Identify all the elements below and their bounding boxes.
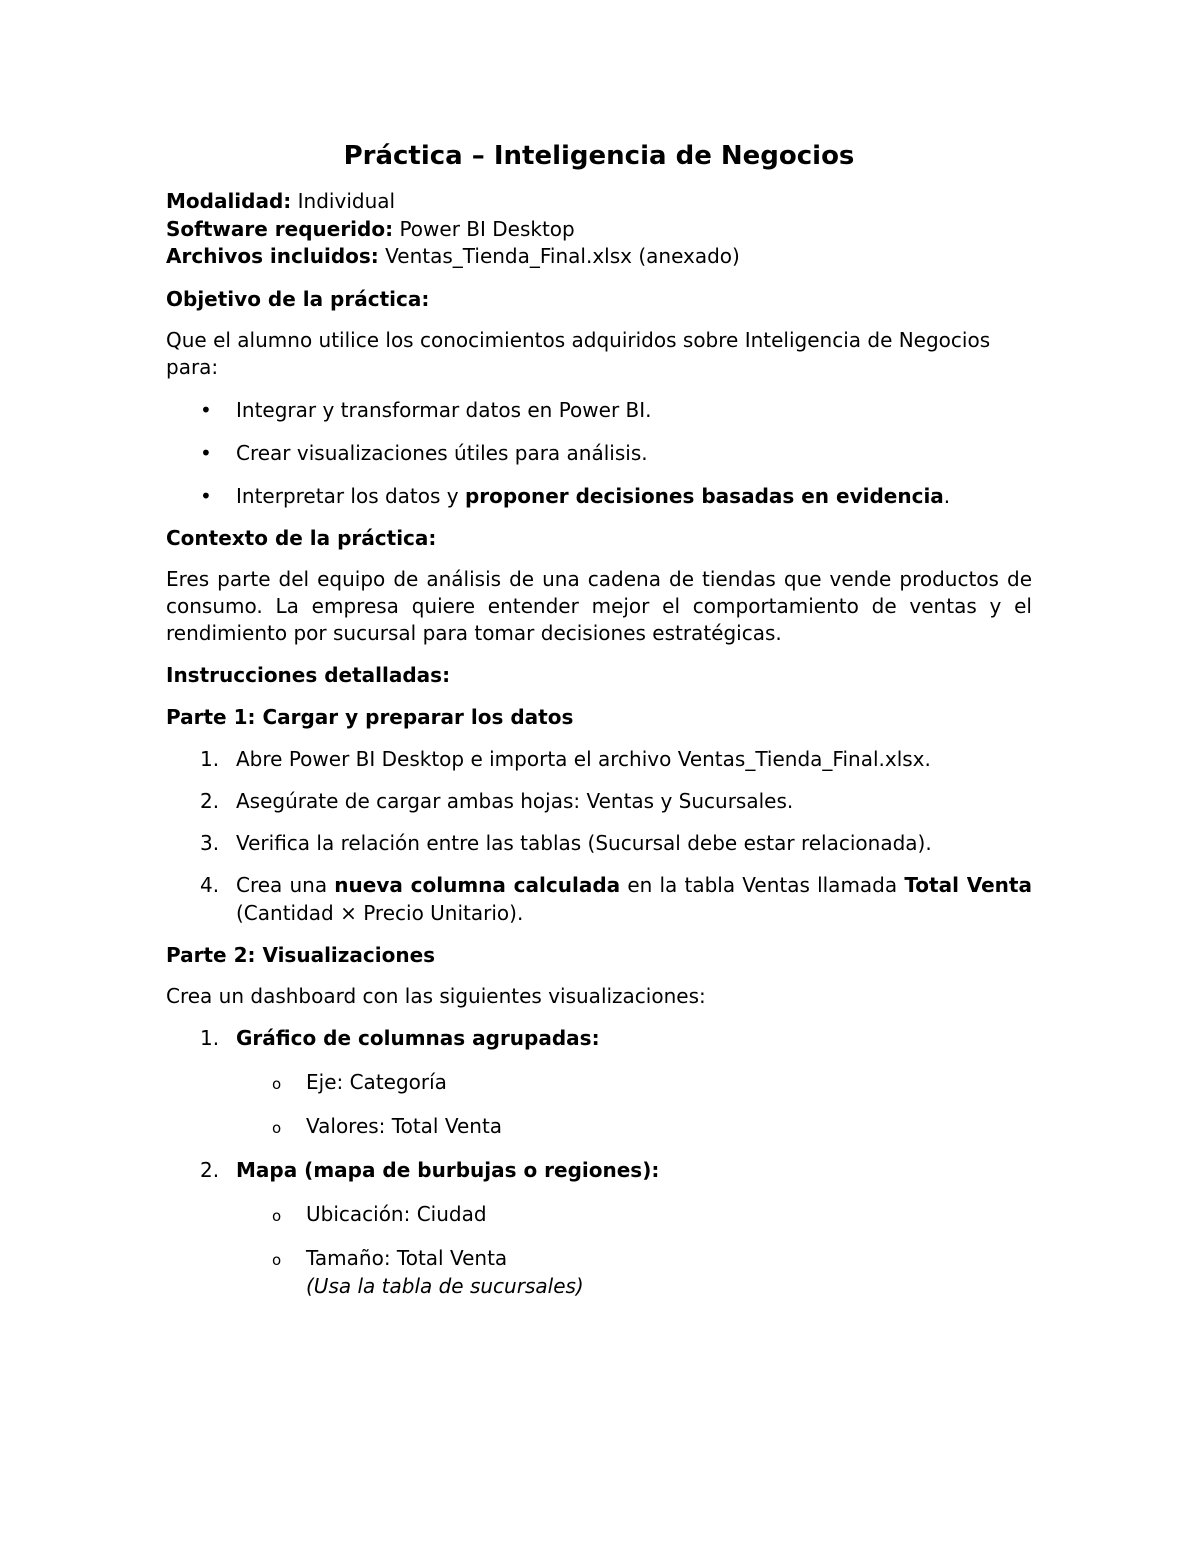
step-item (166, 745, 1032, 773)
archivos-value: Ventas_Tienda_Final.xlsx (anexado) (378, 244, 740, 268)
circle-bullet-icon: o (272, 1118, 282, 1137)
contexto-heading: Contexto de la práctica: (166, 525, 437, 550)
visualization-1-details (166, 1068, 1032, 1140)
step-text: Verifica la relación entre las tablas (Sucursal debe estar relacionada). (236, 830, 932, 855)
step-emphasis: nueva columna calculada (334, 872, 621, 897)
list-item-text: Integrar y transformar datos en Power BI. (236, 397, 652, 422)
step-text: Crea una (236, 872, 335, 897)
sub-item (166, 1244, 1032, 1300)
parte2-intro: Crea un dashboard con las siguientes visualizaciones: (166, 983, 706, 1008)
modalidad-line (166, 188, 1032, 216)
software-value: Power BI Desktop (393, 216, 575, 241)
software-line (166, 216, 1032, 244)
step-item (166, 787, 1032, 815)
list-item (166, 396, 1032, 424)
step-item (166, 829, 1032, 857)
sub-item-text: Eje: Categoría (306, 1069, 447, 1094)
visualization-title: Gráfico de columnas agrupadas: (236, 1025, 600, 1050)
objetivo-list (166, 396, 1032, 510)
step-item (166, 871, 1032, 927)
visualization-title: Mapa (mapa de burbujas o regiones): (236, 1157, 660, 1182)
step-text: Asegúrate de cargar ambas hojas: Ventas y Sucursales. (236, 788, 794, 813)
list-item-emphasis: proponer decisiones basadas en evidencia (464, 483, 944, 508)
list-item (166, 482, 1032, 510)
document-body (166, 138, 1032, 1300)
modalidad-value: Individual (291, 189, 396, 213)
bullet-icon: • (200, 440, 212, 465)
parte1-heading: Parte 1: Cargar y preparar los datos (166, 704, 574, 729)
parte2-visualizations (166, 1024, 1032, 1052)
bullet-icon: • (200, 483, 212, 508)
sub-item (166, 1112, 1032, 1140)
sub-item-text: Tamaño: Total Venta (306, 1245, 508, 1270)
list-item-text: Interpretar los datos y (236, 483, 465, 508)
visualization-item (166, 1024, 1032, 1052)
step-number: 3. (200, 830, 220, 855)
software-label: Software requerido: (166, 216, 394, 241)
sub-item-text: Valores: Total Venta (306, 1113, 503, 1138)
step-emphasis: Total Venta (904, 872, 1032, 897)
circle-bullet-icon: o (272, 1250, 282, 1269)
document-title: Práctica – Inteligencia de Negocios (343, 141, 855, 171)
circle-bullet-icon: o (272, 1074, 282, 1093)
list-item-text: Crear visualizaciones útiles para análisis. (236, 440, 648, 465)
objetivo-heading: Objetivo de la práctica: (166, 286, 430, 311)
circle-bullet-icon: o (272, 1206, 282, 1225)
archivos-line (166, 243, 1032, 271)
sub-item (166, 1200, 1032, 1228)
visualization-2-details (166, 1200, 1032, 1300)
list-item-text: . (943, 483, 951, 508)
metadata-block (166, 188, 1032, 271)
step-text: en la tabla Ventas llamada (620, 872, 905, 897)
archivos-label: Archivos incluidos: (166, 244, 379, 268)
step-number: 4. (200, 872, 220, 897)
visualization-item (166, 1156, 1032, 1184)
step-number: 2. (200, 788, 220, 813)
modalidad-label: Modalidad: (166, 189, 292, 213)
sub-item (166, 1068, 1032, 1096)
contexto-text: Eres parte del equipo de análisis de una cadena de tiendas que vende productos de consumo. La empresa quiere entender mejor el comportamiento de ventas y el rendimiento por sucursal para tomar decisiones estratégicas. (166, 566, 1032, 645)
instrucciones-heading: Instrucciones detalladas: (166, 662, 451, 687)
step-number: 1. (200, 746, 220, 771)
parte2-visualizations-cont (166, 1156, 1032, 1184)
parte1-steps (166, 745, 1032, 927)
bullet-icon: • (200, 397, 212, 422)
sub-item-note: (Usa la tabla de sucursales) (306, 1273, 584, 1298)
step-text: Abre Power BI Desktop e importa el archivo Ventas_Tienda_Final.xlsx. (236, 746, 931, 771)
parte2-heading: Parte 2: Visualizaciones (166, 942, 436, 967)
step-text: (Cantidad × Precio Unitario). (236, 900, 524, 925)
step-number: 2. (200, 1157, 220, 1182)
sub-item-text: Ubicación: Ciudad (306, 1201, 487, 1226)
step-number: 1. (200, 1025, 220, 1050)
objetivo-intro: Que el alumno utilice los conocimientos adquiridos sobre Inteligencia de Negocios para: (166, 327, 991, 379)
list-item (166, 439, 1032, 467)
